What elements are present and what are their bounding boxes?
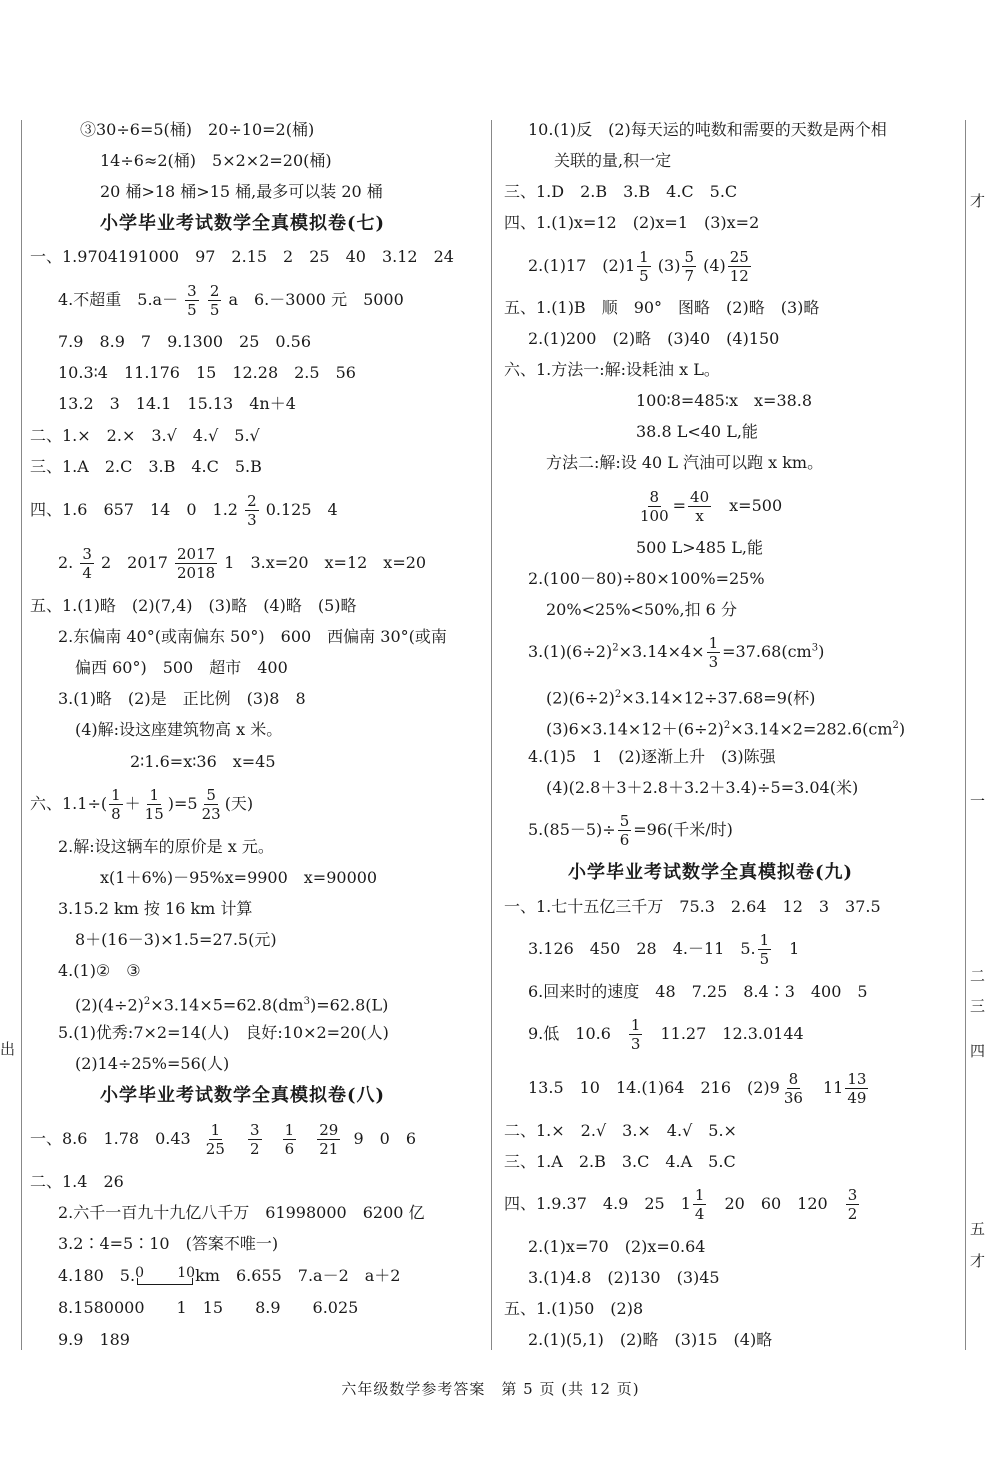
answer-line: 6.回来时的速度 48 7.25 8.4∶3 400 5 — [528, 982, 868, 1001]
numerator: 1 — [284, 1121, 295, 1139]
numerator: 1 — [210, 1121, 221, 1139]
answer-line — [528, 1070, 870, 1107]
answer-line: 二、1.× 2.√ 3.× 4.√ 5.× — [504, 1121, 737, 1140]
text: (3) — [657, 256, 681, 275]
text: ×3.14×12÷37.68=9(杯) — [621, 688, 816, 708]
answer-line — [528, 248, 753, 285]
answer-line — [30, 1121, 416, 1158]
answer-line — [528, 812, 733, 849]
answer-line: (4)(2.8＋3＋2.8＋3.2＋3.4)÷5=3.04(米) — [546, 778, 859, 797]
answer-line — [546, 716, 905, 739]
denominator: 2 — [249, 1140, 260, 1158]
numerator: 2 — [247, 492, 257, 510]
fraction — [782, 1070, 805, 1107]
fraction — [758, 931, 772, 968]
answer-line: 五、1.(1)50 (2)8 — [504, 1299, 644, 1318]
edge-glyph: 才 — [970, 1252, 985, 1270]
text: 3.126 450 28 4.－11 5. — [528, 939, 756, 958]
edge-glyph: 四 — [970, 1042, 985, 1060]
right-margin-rule — [965, 120, 966, 1350]
fraction — [143, 786, 166, 823]
text: )=62.8(L) — [309, 995, 389, 1015]
answer-line: 2.东偏南 40°(或南偏东 50°) 600 西偏南 30°(或南 — [58, 627, 447, 646]
denominator: 12 — [729, 267, 749, 285]
fraction — [638, 488, 671, 525]
text: 2.(1)17 (2)1 — [528, 256, 636, 275]
denominator: 49 — [847, 1089, 867, 1107]
answer-line: (2)14÷25%=56(人) — [75, 1054, 230, 1073]
answer-line: 4.(1)② ③ — [58, 961, 141, 980]
fraction — [317, 1121, 340, 1158]
section-title-7: 小学毕业考试数学全真模拟卷(七) — [100, 213, 386, 234]
answer-line — [58, 1266, 400, 1287]
fraction — [707, 634, 721, 671]
text: km — [195, 1266, 220, 1285]
text: 13.5 10 14.(1)64 216 (2)9 — [528, 1078, 780, 1097]
answer-line: 2.六千一百九十九亿八千万 61998000 6200 亿 — [58, 1203, 425, 1222]
answer-line: 14÷6≈2(桶) 5×2×2=20(桶) — [100, 151, 332, 170]
denominator: 3 — [247, 511, 257, 529]
edge-glyph: 一 — [970, 792, 985, 810]
text: 四、1.9.37 4.9 25 1 — [504, 1194, 691, 1213]
text: 6.655 7.a－2 a＋2 — [235, 1266, 401, 1285]
fraction — [245, 492, 259, 529]
answer-line: 二、1.× 2.× 3.√ 4.√ 5.√ — [30, 426, 260, 445]
answer-line: 二、1.4 26 — [30, 1172, 124, 1191]
text: 3.(1)(6÷2) — [528, 642, 613, 661]
answer-line: 2.(100－80)÷80×100%=25% — [528, 569, 765, 588]
scale-bar — [135, 1264, 196, 1287]
denominator: 5 — [209, 301, 220, 319]
answer-line — [528, 931, 799, 968]
text: 5.(85－5)÷ — [528, 820, 616, 839]
text: (天) — [224, 794, 254, 813]
answer-line: 2.(1)200 (2)略 (3)40 (4)150 — [528, 329, 780, 348]
superscript: 2 — [143, 996, 151, 1007]
answer-line: 13.2 3 14.1 15.13 4n＋4 — [58, 394, 296, 413]
numerator: 1 — [630, 1016, 641, 1034]
answer-line: 2.解:设这辆车的原价是 x 元。 — [58, 837, 274, 856]
numerator: 2 — [209, 282, 220, 300]
answer-line: 3.15.2 km 按 16 km 计算 — [58, 899, 253, 918]
edge-glyph: 出 — [0, 1040, 16, 1058]
superscript: 2 — [892, 720, 899, 731]
answer-line: 2.(1)x=70 (2)x=0.64 — [528, 1237, 706, 1256]
text: 一、8.6 1.78 0.43 — [30, 1129, 191, 1148]
answer-line: x(1＋6%)－95%x=9900 x=90000 — [100, 868, 378, 887]
fraction — [693, 1186, 707, 1223]
answer-line: 方法二:解:设 40 L 汽油可以跑 x km。 — [546, 453, 824, 472]
text: =96(千米/时) — [633, 820, 733, 839]
answer-line: 六、1.方法一:解:设耗油 x L。 — [504, 360, 720, 379]
denominator: 25 — [205, 1140, 225, 1158]
text: ×3.14×4× — [618, 642, 705, 661]
answer-line: 关联的量,积一定 — [554, 151, 672, 170]
denominator: 4 — [694, 1205, 705, 1223]
answer-line: 五、1.(1)略 (2)(7,4) (3)略 (4)略 (5)略 — [30, 596, 357, 615]
scale-line — [137, 1278, 193, 1285]
answer-line: 10.(1)反 (2)每天运的吨数和需要的天数是两个相 — [528, 120, 887, 139]
fraction — [204, 1121, 227, 1158]
numerator: 29 — [319, 1121, 339, 1139]
denominator: 23 — [201, 805, 221, 823]
answer-line — [636, 488, 782, 525]
numerator: 3 — [847, 1186, 858, 1204]
numerator: 2017 — [177, 545, 216, 563]
text: (3)6×3.14×12＋(6÷2) — [546, 719, 724, 739]
answer-line: 20 桶>18 桶>15 桶,最多可以装 20 桶 — [100, 182, 383, 201]
numerator: 1 — [708, 634, 719, 652]
text: 0.125 4 — [265, 500, 338, 519]
scale-label: 10 — [177, 1264, 196, 1281]
edge-glyph: 才 — [970, 192, 985, 210]
answer-line — [75, 992, 388, 1015]
superscript: 2 — [723, 720, 731, 731]
fraction — [80, 545, 94, 582]
denominator: 100 — [640, 507, 669, 525]
denominator: 3 — [708, 653, 719, 671]
numerator: 3 — [187, 282, 197, 300]
denominator: x — [695, 507, 704, 525]
denominator: 5 — [759, 950, 770, 968]
section-title-9: 小学毕业考试数学全真模拟卷(九) — [568, 862, 854, 883]
denominator: 7 — [684, 267, 694, 285]
text: 1 — [789, 939, 800, 958]
fraction — [688, 488, 711, 525]
superscript: 2 — [614, 689, 622, 700]
denominator: 6 — [284, 1140, 295, 1158]
superscript: 3 — [811, 642, 819, 654]
fraction — [200, 786, 223, 823]
text: 六、1.1÷( — [30, 794, 108, 813]
answer-line — [30, 492, 338, 529]
column-divider — [491, 120, 492, 1350]
answer-line — [504, 1186, 861, 1223]
answer-line: 4.(1)5 1 (2)逐渐上升 (3)陈强 — [528, 747, 776, 766]
answer-line — [528, 1016, 804, 1053]
numerator: 1 — [694, 1186, 705, 1204]
denominator: 4 — [82, 564, 92, 582]
numerator: 3 — [82, 545, 92, 563]
numerator: 8 — [649, 488, 660, 506]
answer-line: 2.(1)(5,1) (2)略 (3)15 (4)略 — [528, 1330, 773, 1349]
answer-line: 3.2∶4=5∶10 (答案不唯一) — [58, 1234, 279, 1253]
text: ) — [818, 642, 825, 661]
answer-line — [546, 685, 815, 708]
fraction — [728, 248, 751, 285]
text: 4.180 5. — [58, 1266, 136, 1285]
answer-line: 9.9 189 — [58, 1330, 130, 1349]
text: 9 0 6 — [353, 1129, 416, 1148]
left-margin-rule — [21, 120, 22, 1350]
text: ＋ — [124, 794, 141, 813]
superscript: 2 — [612, 642, 619, 654]
text: 四、1.6 657 14 0 1.2 — [30, 500, 238, 519]
numerator: 1 — [639, 248, 649, 266]
answer-line — [528, 634, 824, 671]
numerator: 25 — [729, 248, 749, 266]
text: 11 — [822, 1078, 844, 1097]
numerator: 13 — [847, 1070, 867, 1088]
denominator: 15 — [144, 805, 164, 823]
text: a 6.－3000 元 5000 — [228, 290, 404, 309]
text: 2 2017 — [101, 553, 168, 572]
text: 2. — [58, 553, 74, 572]
answer-line: 500 L>485 L,能 — [636, 538, 763, 557]
answer-line: 5.(1)优秀:7×2=14(人) 良好:10×2=20(人) — [58, 1023, 389, 1042]
denominator: 5 — [639, 267, 649, 285]
numerator: 40 — [690, 488, 710, 506]
text: ) — [898, 719, 906, 739]
scale-label: 0 — [135, 1264, 144, 1281]
text: ×3.14×2=282.6(cm — [730, 719, 893, 739]
fraction — [846, 1186, 860, 1223]
answer-line — [58, 545, 426, 582]
answer-line: 三、1.A 2.B 3.C 4.A 5.C — [504, 1152, 736, 1171]
text: 4.不超重 5.a－ — [58, 290, 179, 309]
fraction — [175, 545, 217, 582]
text: (4) — [703, 256, 726, 275]
answer-line: 7.9 8.9 7 9.1300 25 0.56 — [58, 332, 312, 351]
numerator: 1 — [149, 786, 159, 804]
fraction — [637, 248, 651, 285]
numerator: 5 — [684, 248, 694, 266]
text: (2)(4÷2) — [75, 995, 144, 1015]
numerator: 5 — [619, 812, 630, 830]
text: 20 60 120 — [724, 1194, 828, 1213]
denominator: 5 — [187, 301, 197, 319]
section-title-8: 小学毕业考试数学全真模拟卷(八) — [100, 1085, 386, 1106]
answer-line: 一、1.9704191000 97 2.15 2 25 40 3.12 24 — [30, 247, 454, 266]
numerator: 8 — [788, 1070, 799, 1088]
fraction — [109, 786, 123, 823]
answer-line: 10.3∶4 11.176 15 12.28 2.5 56 — [58, 363, 356, 382]
fraction — [283, 1121, 297, 1158]
edge-glyph: 二 — [970, 967, 985, 985]
edge-glyph: 五 — [970, 1220, 985, 1238]
text: x=500 — [729, 496, 783, 515]
answer-line: 3.(1)4.8 (2)130 (3)45 — [528, 1268, 720, 1287]
page-footer: 六年级数学参考答案 第 5 页 (共 12 页) — [341, 1380, 640, 1398]
fraction — [185, 282, 199, 319]
denominator: 21 — [319, 1140, 339, 1158]
denominator: 8 — [111, 805, 121, 823]
denominator: 6 — [619, 831, 630, 849]
fraction — [682, 248, 696, 285]
numerator: 1 — [111, 786, 121, 804]
text: = — [672, 496, 687, 515]
text: )=5 — [167, 794, 198, 813]
answer-line: 2∶1.6=x∶36 x=45 — [130, 752, 276, 771]
superscript: 3 — [303, 996, 310, 1007]
answer-line: 三、1.D 2.B 3.B 4.C 5.C — [504, 182, 738, 201]
text: (2)(6÷2) — [546, 688, 615, 708]
text: ×3.14×5=62.8(dm — [150, 995, 304, 1015]
fraction — [845, 1070, 868, 1107]
answer-line: 38.8 L<40 L,能 — [636, 422, 758, 441]
answer-line: 一、1.七十五亿三千万 75.3 2.64 12 3 37.5 — [504, 897, 881, 916]
denominator: 36 — [783, 1089, 803, 1107]
answer-line — [30, 786, 253, 823]
text: 9.低 10.6 — [528, 1024, 611, 1043]
text: 11.27 12.3.0144 — [660, 1024, 804, 1043]
answer-line: 偏西 60°) 500 超市 400 — [75, 658, 288, 677]
text: =37.68(cm — [722, 642, 812, 661]
answer-line: 四、1.(1)x=12 (2)x=1 (3)x=2 — [504, 213, 760, 232]
answer-line: 五、1.(1)B 顺 90° 图略 (2)略 (3)略 — [504, 298, 820, 317]
answer-line: ③30÷6=5(桶) 20÷10=2(桶) — [80, 120, 315, 139]
answer-line: 100∶8=485∶x x=38.8 — [636, 391, 813, 410]
fraction — [248, 1121, 262, 1158]
answer-line: 8.1580000 1 15 8.9 6.025 — [58, 1298, 359, 1317]
fraction — [629, 1016, 643, 1053]
answer-line: (4)解:设这座建筑物高 x 米。 — [75, 720, 283, 739]
denominator: 2018 — [177, 564, 216, 582]
numerator: 5 — [206, 786, 216, 804]
answer-line — [58, 282, 404, 319]
edge-glyph: 三 — [970, 997, 985, 1015]
answer-line: 20%<25%<50%,扣 6 分 — [546, 600, 737, 619]
numerator: 1 — [759, 931, 770, 949]
numerator: 3 — [249, 1121, 260, 1139]
text: 1 3.x=20 x=12 x=20 — [224, 553, 427, 572]
denominator: 2 — [847, 1205, 858, 1223]
answer-line: 三、1.A 2.C 3.B 4.C 5.B — [30, 457, 262, 476]
fraction — [208, 282, 222, 319]
answer-line: 8＋(16－3)×1.5=27.5(元) — [75, 930, 277, 949]
denominator: 3 — [630, 1035, 641, 1053]
answer-line: 3.(1)略 (2)是 正比例 (3)8 8 — [58, 689, 306, 708]
fraction — [618, 812, 632, 849]
